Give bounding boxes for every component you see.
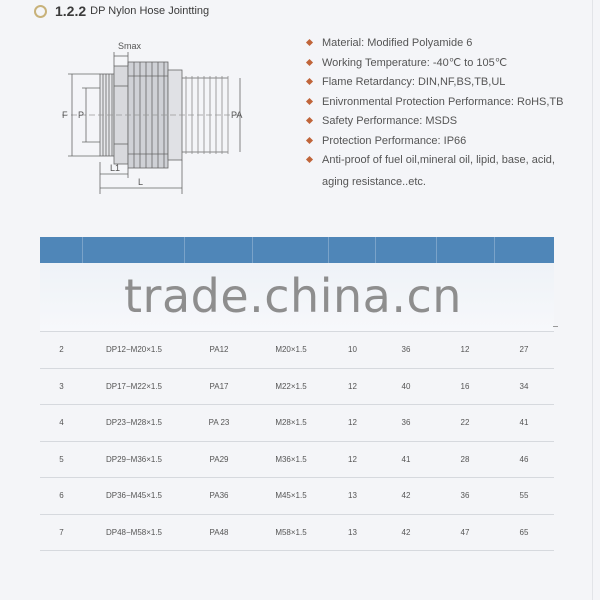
table-cell: 16 <box>460 381 470 391</box>
spec-table <box>40 237 554 551</box>
table-row <box>40 405 554 442</box>
table-cell: 42 <box>401 491 411 501</box>
diamond-bullet-icon <box>306 39 313 46</box>
table-cell: PA36 <box>209 491 229 501</box>
table-cell: M58×1.5 <box>275 527 307 537</box>
table-cell: M28×1.5 <box>275 418 307 428</box>
table-cell: PA 23 <box>208 418 230 428</box>
table-row <box>40 442 554 479</box>
table-cell: 28 <box>460 454 470 464</box>
table-row <box>40 369 554 406</box>
table-cell: 55 <box>519 491 529 501</box>
label-p: P <box>78 110 85 120</box>
spec-item: Enivronmental Protection Performance: RoHS,TB <box>305 96 595 109</box>
watermark: trade.china.cn <box>124 269 462 323</box>
table-cell: 65 <box>519 527 529 537</box>
table-cell: DP12−M20×1.5 <box>105 345 163 355</box>
table-cell: PA17 <box>209 381 229 391</box>
margin-tick <box>553 326 558 327</box>
table-cell: 10 <box>348 345 357 355</box>
label-f: F <box>62 110 68 120</box>
table-row <box>40 478 554 515</box>
section-title: DP Nylon Hose Jointting <box>90 5 210 17</box>
table-cell: M36×1.5 <box>275 454 307 464</box>
table-row <box>40 331 554 369</box>
spec-list <box>305 37 595 196</box>
table-cell: 6 <box>59 491 64 501</box>
table-body <box>40 331 554 551</box>
table-cell: 2 <box>59 345 64 355</box>
section-number: 1.2.2 <box>55 3 87 19</box>
table-cell: 46 <box>519 454 529 464</box>
spec-item: Protection Performance: IP66 <box>305 135 595 148</box>
table-cell: 47 <box>460 527 470 537</box>
table-cell: 12 <box>460 345 470 355</box>
diamond-bullet-icon <box>306 156 313 163</box>
table-cell: 12 <box>348 381 357 391</box>
label-pa: PA <box>231 110 243 120</box>
table-cell: DP17−M22×1.5 <box>105 381 163 391</box>
table-cell: PA48 <box>209 527 229 537</box>
table-cell: 34 <box>519 381 529 391</box>
table-cell: 42 <box>401 527 411 537</box>
table-cell: PA29 <box>209 454 229 464</box>
table-cell: 22 <box>460 418 470 428</box>
table-row <box>40 515 554 552</box>
table-header <box>40 237 554 263</box>
table-cell: 13 <box>348 491 357 501</box>
table-cell: 41 <box>401 454 411 464</box>
table-cell: 12 <box>348 418 357 428</box>
table-cell: DP36−M45×1.5 <box>105 491 163 501</box>
table-cell: DP29−M36×1.5 <box>105 454 163 464</box>
table-cell: 3 <box>59 381 64 391</box>
table-cell: DP48−M58×1.5 <box>105 527 163 537</box>
table-cell: 7 <box>59 527 64 537</box>
table-cell: 36 <box>460 491 470 501</box>
spec-item: Working Temperature: -40℃ to 105℃ <box>305 57 595 70</box>
section-header <box>34 3 209 19</box>
table-cell: 4 <box>59 418 64 428</box>
diamond-bullet-icon <box>306 78 313 85</box>
spec-item: Anti-proof of fuel oil,mineral oil, lipid, base, acid, aging resistance..etc. <box>305 154 595 189</box>
hose-joint-drawing <box>52 36 252 206</box>
spec-item: Material: Modified Polyamide 6 <box>305 37 595 50</box>
diamond-bullet-icon <box>306 58 313 65</box>
table-cell: 27 <box>519 345 529 355</box>
circle-bullet-icon <box>34 5 47 18</box>
table-cell: 36 <box>401 418 411 428</box>
watermark-band <box>40 263 554 331</box>
table-cell: 12 <box>348 454 357 464</box>
table-cell: 41 <box>519 418 529 428</box>
diamond-bullet-icon <box>306 117 313 124</box>
table-cell: 36 <box>401 345 411 355</box>
table-cell: 5 <box>59 454 64 464</box>
label-l1: L1 <box>110 163 121 173</box>
diamond-bullet-icon <box>306 97 313 104</box>
table-cell: M22×1.5 <box>275 381 307 391</box>
table-cell: 40 <box>401 381 411 391</box>
spec-item: Safety Performance: MSDS <box>305 115 595 128</box>
table-cell: M45×1.5 <box>275 491 307 501</box>
table-cell: PA12 <box>209 345 229 355</box>
table-cell: DP23−M28×1.5 <box>105 418 163 428</box>
label-l: L <box>138 177 144 187</box>
table-cell: M20×1.5 <box>275 345 307 355</box>
table-cell: 13 <box>348 527 357 537</box>
diamond-bullet-icon <box>306 136 313 143</box>
label-smax: Smax <box>118 41 142 51</box>
page-edge <box>592 0 593 600</box>
spec-item: Flame Retardancy: DIN,NF,BS,TB,UL <box>305 76 595 89</box>
